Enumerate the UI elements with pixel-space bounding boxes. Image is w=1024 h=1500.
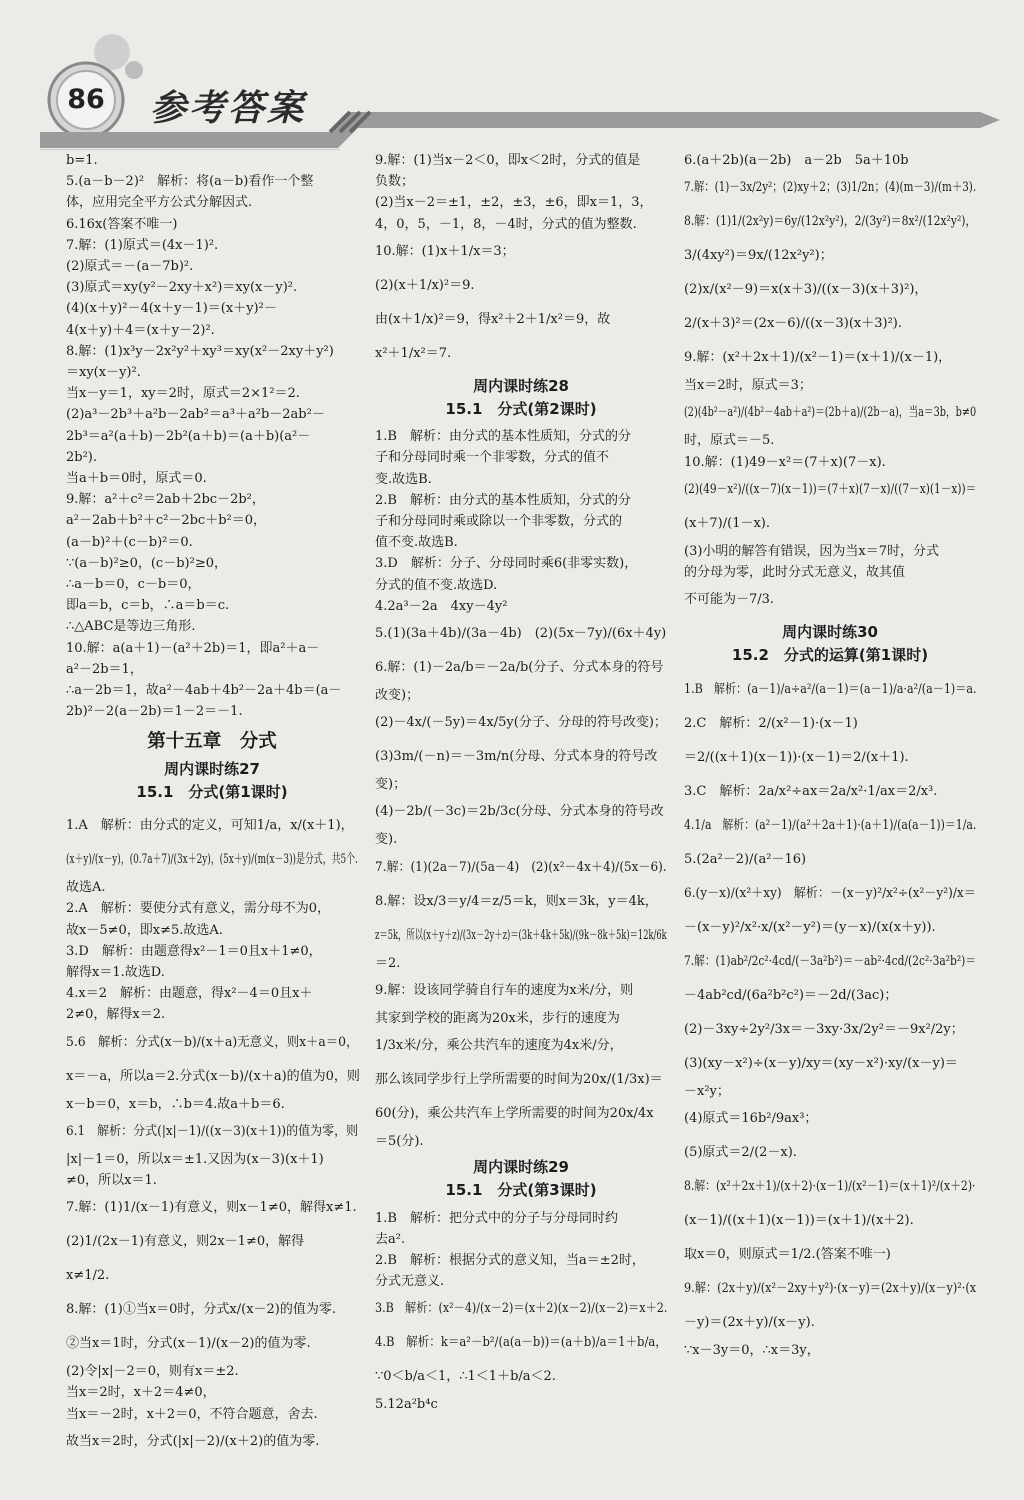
answer-line: (2)－4x/(－5y)＝4x/5y(分子、分母的符号改变)； bbox=[375, 715, 667, 731]
answer-line: (2)令|x|－2＝0，则有x＝±2. bbox=[66, 1364, 239, 1380]
answer-line: 6.(a＋2b)(a－2b) a－2b 5a＋10b bbox=[684, 153, 909, 168]
answer-line: 8.解：(1)x³y－2x²y²＋xy³＝xy(x²－2xy＋y²) bbox=[66, 343, 334, 359]
answer-line: 4(x＋y)＋4＝(x＋y－2)². bbox=[66, 322, 215, 338]
answer-line: ②当x＝1时，分式(x－1)/(x－2)的值为零. bbox=[66, 1336, 311, 1352]
answer-line: ＝2. bbox=[375, 955, 401, 971]
answer-line: 8.解：(1)1/(2x²y)＝6y/(12x²y²)，2/(3y²)＝8x²/(12x²y²)， bbox=[684, 214, 977, 230]
answer-line: 1/3x米/分，乘公共汽车的速度为4x米/分， bbox=[375, 1038, 623, 1054]
answers-list-27 bbox=[66, 809, 358, 1459]
answer-line: 不可能为－7/3. bbox=[684, 592, 775, 608]
week-heading-30: 周内课时练30 bbox=[782, 623, 878, 642]
answer-line: (x＋y)/(x－y)，(0.7a＋7)/(3x＋2y)，(5x＋y)/(m(x－3))是分式，共5个. bbox=[66, 852, 358, 868]
lesson-heading-28: 15.1 分式(第2课时) bbox=[445, 400, 597, 419]
answer-line: |x|－1＝0，所以x＝±1.又因为(x－3)(x＋1) bbox=[66, 1151, 324, 1167]
answer-line: z＝5k，所以(x＋y＋z)/(3x－2y＋z)＝(3k＋4k＋5k)/(9k－8k＋5k)＝12k/6k bbox=[375, 927, 667, 943]
answer-line: 2.A 解析：要使分式有意义，需分母不为0， bbox=[66, 901, 331, 917]
answer-line: 值不变.故选B. bbox=[375, 535, 458, 551]
answer-line: 3.B 解析：(x²－4)/(x－2)＝(x＋2)(x－2)/(x－2)＝x＋2. bbox=[375, 1301, 668, 1317]
answer-line: 3.C 解析：2a/x²÷ax＝2a/x²·1/ax＝2/x³. bbox=[684, 783, 938, 799]
answer-line: (3)3m/(－n)＝－3m/n(分母、分式本身的符号改 bbox=[375, 749, 658, 765]
answer-line: 当a＋b＝0时，原式＝0. bbox=[66, 471, 207, 487]
answer-line: 取x＝0，则原式＝1/2.(答案不唯一) bbox=[684, 1246, 891, 1262]
answer-line: 即a＝b，c＝b，∴a＝b＝c. bbox=[66, 598, 230, 614]
answer-line: 当x＝－2时，x＋2＝0，不符合题意，舍去. bbox=[66, 1406, 318, 1422]
header-title: 参考答案 bbox=[150, 88, 307, 129]
answer-line: 3.D 解析：分子、分母同时乘6(非零实数)， bbox=[375, 556, 638, 572]
answer-line: 当x＝2时，x＋2＝4≠0， bbox=[66, 1385, 216, 1401]
answer-line: (4)(x＋y)²－4(x＋y－1)＝(x＋y)²－ bbox=[66, 301, 277, 317]
answer-line: 的分母为零，此时分式无意义，故其值 bbox=[684, 565, 906, 581]
answer-line: (2)1/(2x－1)有意义，则2x－1≠0，解得 bbox=[66, 1234, 305, 1250]
answer-line: 其家到学校的距离为20x米，步行的速度为 bbox=[375, 1010, 620, 1026]
week-heading-29: 周内课时练29 bbox=[473, 1158, 569, 1177]
answer-line: (4)原式＝16b²/9ax³； bbox=[684, 1110, 818, 1126]
answer-line: 体，应用完全平方公式分解因式. bbox=[66, 195, 253, 211]
answer-line: 那么该同学步行上学所需要的时间为20x/(1/3x)＝ bbox=[375, 1072, 663, 1088]
answer-line: 变). bbox=[375, 832, 398, 848]
answer-line: 60(分)，乘公共汽车上学所需要的时间为20x/4x bbox=[375, 1106, 654, 1122]
answer-line: ∵(a－b)²≥0，(c－b)²≥0， bbox=[66, 555, 227, 571]
answer-line: (3)(xy－x²)÷(x－y)/xy＝(xy－x²)·xy/(x－y)＝ bbox=[684, 1055, 958, 1071]
answer-line: 7.解：(1)1/(x－1)有意义，则x－1≠0，解得x≠1. bbox=[66, 1200, 357, 1216]
column-middle bbox=[375, 150, 667, 1416]
answer-line: x＝－a，所以a＝2.分式(x－b)/(x＋a)的值为0，则 bbox=[66, 1068, 360, 1084]
answer-line: ≠0，所以x＝1. bbox=[66, 1172, 157, 1188]
answer-line: (2)(4b²－a²)/(4b²－4ab＋a²)＝(2b＋a)/(2b－a)，当a＝3b，b≠0 bbox=[684, 405, 977, 421]
answer-line: a²－2b＝1， bbox=[66, 661, 143, 677]
answers-list-30 bbox=[684, 673, 976, 1361]
answer-line: (2)x/(x²－9)＝x(x＋3)/((x－3)(x＋3)²)， bbox=[684, 282, 928, 298]
answer-line: 5.(2a²－2)/(a²－16) bbox=[684, 851, 807, 867]
answer-line: 2b)²－2(a－2b)＝1－2＝－1. bbox=[66, 704, 243, 720]
answer-line: 5.(a－b－2)² 解析：将(a－b)看作一个整 bbox=[66, 174, 314, 190]
answer-line: 3.D 解析：由题意得x²－1＝0且x＋1≠0， bbox=[66, 943, 322, 959]
answer-line: x≠1/2. bbox=[66, 1268, 110, 1284]
answers-list-29 bbox=[375, 1208, 667, 1416]
page-header bbox=[0, 0, 1024, 150]
answer-line: 变)； bbox=[375, 777, 407, 793]
answer-line: ∴a－2b＝1，故a²－4ab＋4b²－2a＋4b＝(a－ bbox=[66, 683, 342, 699]
answer-line: 当x＝2时，原式＝3； bbox=[684, 378, 812, 394]
answer-line: 9.解：a²＋c²＝2ab＋2bc－2b²， bbox=[66, 492, 265, 508]
answer-line: ∴a－b＝0，c－b＝0， bbox=[66, 577, 201, 593]
answer-line: (x＋7)/(1－x). bbox=[684, 515, 771, 531]
answer-line: 2.B 解析：根据分式的意义知，当a＝±2时， bbox=[375, 1253, 645, 1269]
answer-line: ＝xy(x－y)². bbox=[66, 365, 141, 381]
answer-line: (2)a³－2b³＋a²b－2ab²＝a³＋a²b－2ab²－ bbox=[66, 407, 325, 423]
answer-line: 分式的值不变.故选D. bbox=[375, 577, 498, 593]
answer-line: 1.A 解析：由分式的定义，可知1/a，x/(x＋1)， bbox=[66, 818, 354, 834]
answer-line: 子和分母同时乘或除以一个非零数，分式的 bbox=[375, 514, 623, 530]
answer-line: 子和分母同时乘一个非零数，分式的值不 bbox=[375, 450, 610, 466]
answer-line: 2b²). bbox=[66, 449, 98, 465]
answers-list-2 bbox=[375, 150, 667, 371]
column-right bbox=[684, 150, 976, 1361]
answer-line: 2≠0，解得x＝2. bbox=[66, 1007, 166, 1023]
answer-line: ∵x－3y＝0，∴x＝3y， bbox=[684, 1342, 820, 1358]
answer-line: 变.故选B. bbox=[375, 471, 432, 487]
answer-line: (2)－3xy÷2y²/3x＝－3xy·3x/2y²＝－9x²/2y； bbox=[684, 1021, 964, 1037]
week-heading-27: 周内课时练27 bbox=[164, 759, 260, 778]
answer-line: 改变)； bbox=[375, 688, 420, 704]
answer-line: 2.B 解析：由分式的基本性质知，分式的分 bbox=[375, 492, 631, 508]
answer-line: 2.C 解析：2/(x²－1)·(x－1) bbox=[684, 715, 858, 731]
lesson-heading-29: 15.1 分式(第3课时) bbox=[445, 1181, 597, 1200]
answer-line: 8.解：(x²＋2x＋1)/(x＋2)·(x－1)/(x²－1)＝(x＋1)²/(x＋2)· bbox=[684, 1178, 976, 1194]
answer-line: 由(x＋1/x)²＝9，得x²＋2＋1/x²＝9，故 bbox=[375, 311, 611, 327]
answer-line: 9.解：设该同学骑自行车的速度为x米/分，则 bbox=[375, 982, 634, 998]
answer-line: 6.(y－x)/(x²＋xy) 解析：－(x－y)²/x²÷(x²－y²)/x＝ bbox=[684, 885, 976, 901]
answer-line: (3)小明的解答有错误，因为当x＝7时，分式 bbox=[684, 543, 940, 559]
answer-line: 6.16x(答案不唯一) bbox=[66, 216, 178, 232]
column-left bbox=[66, 150, 358, 1459]
answer-line: 8.解：设x/3＝y/4＝z/5＝k，则x＝3k，y＝4k， bbox=[375, 893, 658, 909]
answer-line: －4ab²cd/(6a²b²c²)＝－2d/(3ac)； bbox=[684, 987, 898, 1003]
answer-line: 去a². bbox=[375, 1231, 406, 1247]
answer-line: (3)原式＝xy(y²－2xy＋x²)＝xy(x－y)². bbox=[66, 280, 298, 296]
answer-line: 8.解：(1)①当x＝0时，分式x/(x－2)的值为零. bbox=[66, 1302, 337, 1318]
answer-line: 负数； bbox=[375, 174, 415, 190]
answer-line: 4.B 解析：k＝a²－b²/(a(a－b))＝(a＋b)/a＝1＋b/a， bbox=[375, 1335, 667, 1351]
answer-line: 7.解：(1)－3x/2y²；(2)xy＋2；(3)1/2n；(4)(m－3)/(m＋3). bbox=[684, 180, 977, 196]
answer-line: 2b³＝a²(a＋b)－2b²(a＋b)＝(a＋b)(a²－ bbox=[66, 428, 311, 444]
answer-line: 解得x＝1.故选D. bbox=[66, 964, 165, 980]
answer-line: 7.解：(1)(2a－7)/(5a－4) (2)(x²－4x＋4)/(5x－6). bbox=[375, 859, 667, 875]
answer-line: 4，0，5，－1，8，－4时，分式的值为整数. bbox=[375, 216, 637, 232]
answer-line: 6.1 解析：分式(|x|－1)/((x－3)(x＋1))的值为零，则 bbox=[66, 1123, 359, 1139]
week-heading-28: 周内课时练28 bbox=[473, 376, 569, 395]
answer-line: ∵0＜b/a＜1，∴1＜1＋b/a＜2. bbox=[375, 1369, 556, 1385]
answer-line: 当x－y＝1，xy＝2时，原式＝2×1²＝2. bbox=[66, 386, 300, 402]
answers-list-1 bbox=[66, 150, 358, 722]
answer-line: 6.解：(1)－2a/b＝－2a/b(分子、分式本身的符号 bbox=[375, 660, 664, 676]
answer-line: 10.解：(1)x＋1/x＝3； bbox=[375, 243, 515, 259]
answer-line: －x²y； bbox=[684, 1083, 730, 1099]
answers-list-28 bbox=[375, 426, 667, 1152]
lesson-heading-30: 15.2 分式的运算(第1课时) bbox=[731, 646, 929, 665]
answer-line: 故选A. bbox=[66, 880, 106, 896]
answer-line: 1.B 解析：把分式中的分子与分母同时约 bbox=[375, 1210, 618, 1226]
answer-line: 10.解：(1)49－x²＝(7＋x)(7－x). bbox=[684, 454, 886, 470]
chapter-title: 第十五章 分式 bbox=[147, 731, 277, 753]
answer-line: (2)当x－2＝±1，±2，±3，±6，即x＝1，3， bbox=[375, 195, 653, 211]
answer-line: (2)原式＝－(a－7b)². bbox=[66, 259, 194, 275]
answer-line: －y)＝(2x＋y)/(x－y). bbox=[684, 1314, 815, 1330]
answer-line: 故x－5≠0，即x≠5.故选A. bbox=[66, 922, 223, 938]
answer-line: (a－b)²＋(c－b)²＝0. bbox=[66, 534, 193, 550]
answer-line: 4.x＝2 解析：由题意，得x²－4＝0且x＋ bbox=[66, 986, 313, 1002]
answer-line: 5.(1)(3a＋4b)/(3a－4b) (2)(5x－7y)/(6x＋4y) bbox=[375, 626, 667, 642]
answer-line: x²＋1/x²＝7. bbox=[375, 345, 452, 361]
answer-line: 5.12a²b⁴c bbox=[375, 1397, 438, 1413]
answer-line: x－b＝0，x＝b，∴b＝4.故a＋b＝6. bbox=[66, 1096, 285, 1112]
answer-line: 分式无意义. bbox=[375, 1274, 445, 1290]
answer-line: 4.2a³－2a 4xy－4y² bbox=[375, 598, 508, 614]
answer-line: 9.解：(1)当x－2＜0，即x＜2时，分式的值是 bbox=[375, 153, 641, 168]
answer-line: 5.6 解析：分式(x－b)/(x＋a)无意义，则x＋a＝0， bbox=[66, 1034, 359, 1050]
answer-line: 10.解：a(a＋1)－(a²＋2b)＝1，即a²＋a－ bbox=[66, 640, 320, 656]
answer-line: (2)(49－x²)/((x－7)(x－1))＝(7＋x)(7－x)/((7－x)(1－x))＝ bbox=[684, 481, 977, 497]
answer-line: (4)－2b/(－3c)＝2b/3c(分母、分式本身的符号改 bbox=[375, 804, 664, 820]
answer-line: 故当x＝2时，分式(|x|－2)/(x＋2)的值为零. bbox=[66, 1433, 320, 1449]
answer-line: (x－1)/((x＋1)(x－1))＝(x＋1)/(x＋2). bbox=[684, 1212, 914, 1228]
answer-line: 1.B 解析：(a－1)/a÷a²/(a－1)＝(a－1)/a·a²/(a－1)＝a. bbox=[684, 681, 977, 697]
answer-line: －(x－y)²/x²·x/(x²－y²)＝(y－x)/(x(x＋y)). bbox=[684, 919, 936, 935]
answer-line: 1.B 解析：由分式的基本性质知，分式的分 bbox=[375, 429, 631, 445]
answer-line: 9.解：(x²＋2x＋1)/(x²－1)＝(x＋1)/(x－1)， bbox=[684, 350, 952, 366]
answer-line: 时，原式＝－5. bbox=[684, 433, 775, 449]
answer-line: ∴△ABC是等边三角形. bbox=[66, 619, 196, 635]
answer-line: a²－2ab＋b²＋c²－2bc＋b²＝0， bbox=[66, 513, 267, 529]
answer-line: 3/(4xy²)＝9x/(12x²y²)； bbox=[684, 248, 833, 264]
answer-line: 9.解：(2x＋y)/(x²－2xy＋y²)·(x－y)＝(2x＋y)/(x－y)²·(x bbox=[684, 1280, 977, 1296]
answer-line: 7.解：(1)原式＝(4x－1)². bbox=[66, 237, 219, 253]
answer-line: 2/(x＋3)²＝(2x－6)/((x－3)(x＋3)²). bbox=[684, 316, 902, 332]
answer-line: ＝5(分). bbox=[375, 1134, 424, 1150]
answer-line: ＝2/((x＋1)(x－1))·(x－1)＝2/(x＋1). bbox=[684, 749, 909, 765]
answers-list-3 bbox=[684, 150, 976, 617]
page-number: 86 bbox=[67, 84, 105, 115]
answer-line: (5)原式＝2/(2－x). bbox=[684, 1144, 797, 1160]
answer-line: (2)(x＋1/x)²＝9. bbox=[375, 277, 475, 293]
answer-line: b=1. bbox=[66, 153, 98, 168]
lesson-heading-27: 15.1 分式(第1课时) bbox=[136, 782, 288, 801]
answer-line: 7.解：(1)ab²/2c²·4cd/(－3a²b²)＝－ab²·4cd/(2c²·3a²b²)＝ bbox=[684, 953, 976, 969]
answer-line: 4.1/a 解析：(a²－1)/(a²＋2a＋1)·(a＋1)/(a(a－1))＝1/a. bbox=[684, 817, 977, 833]
